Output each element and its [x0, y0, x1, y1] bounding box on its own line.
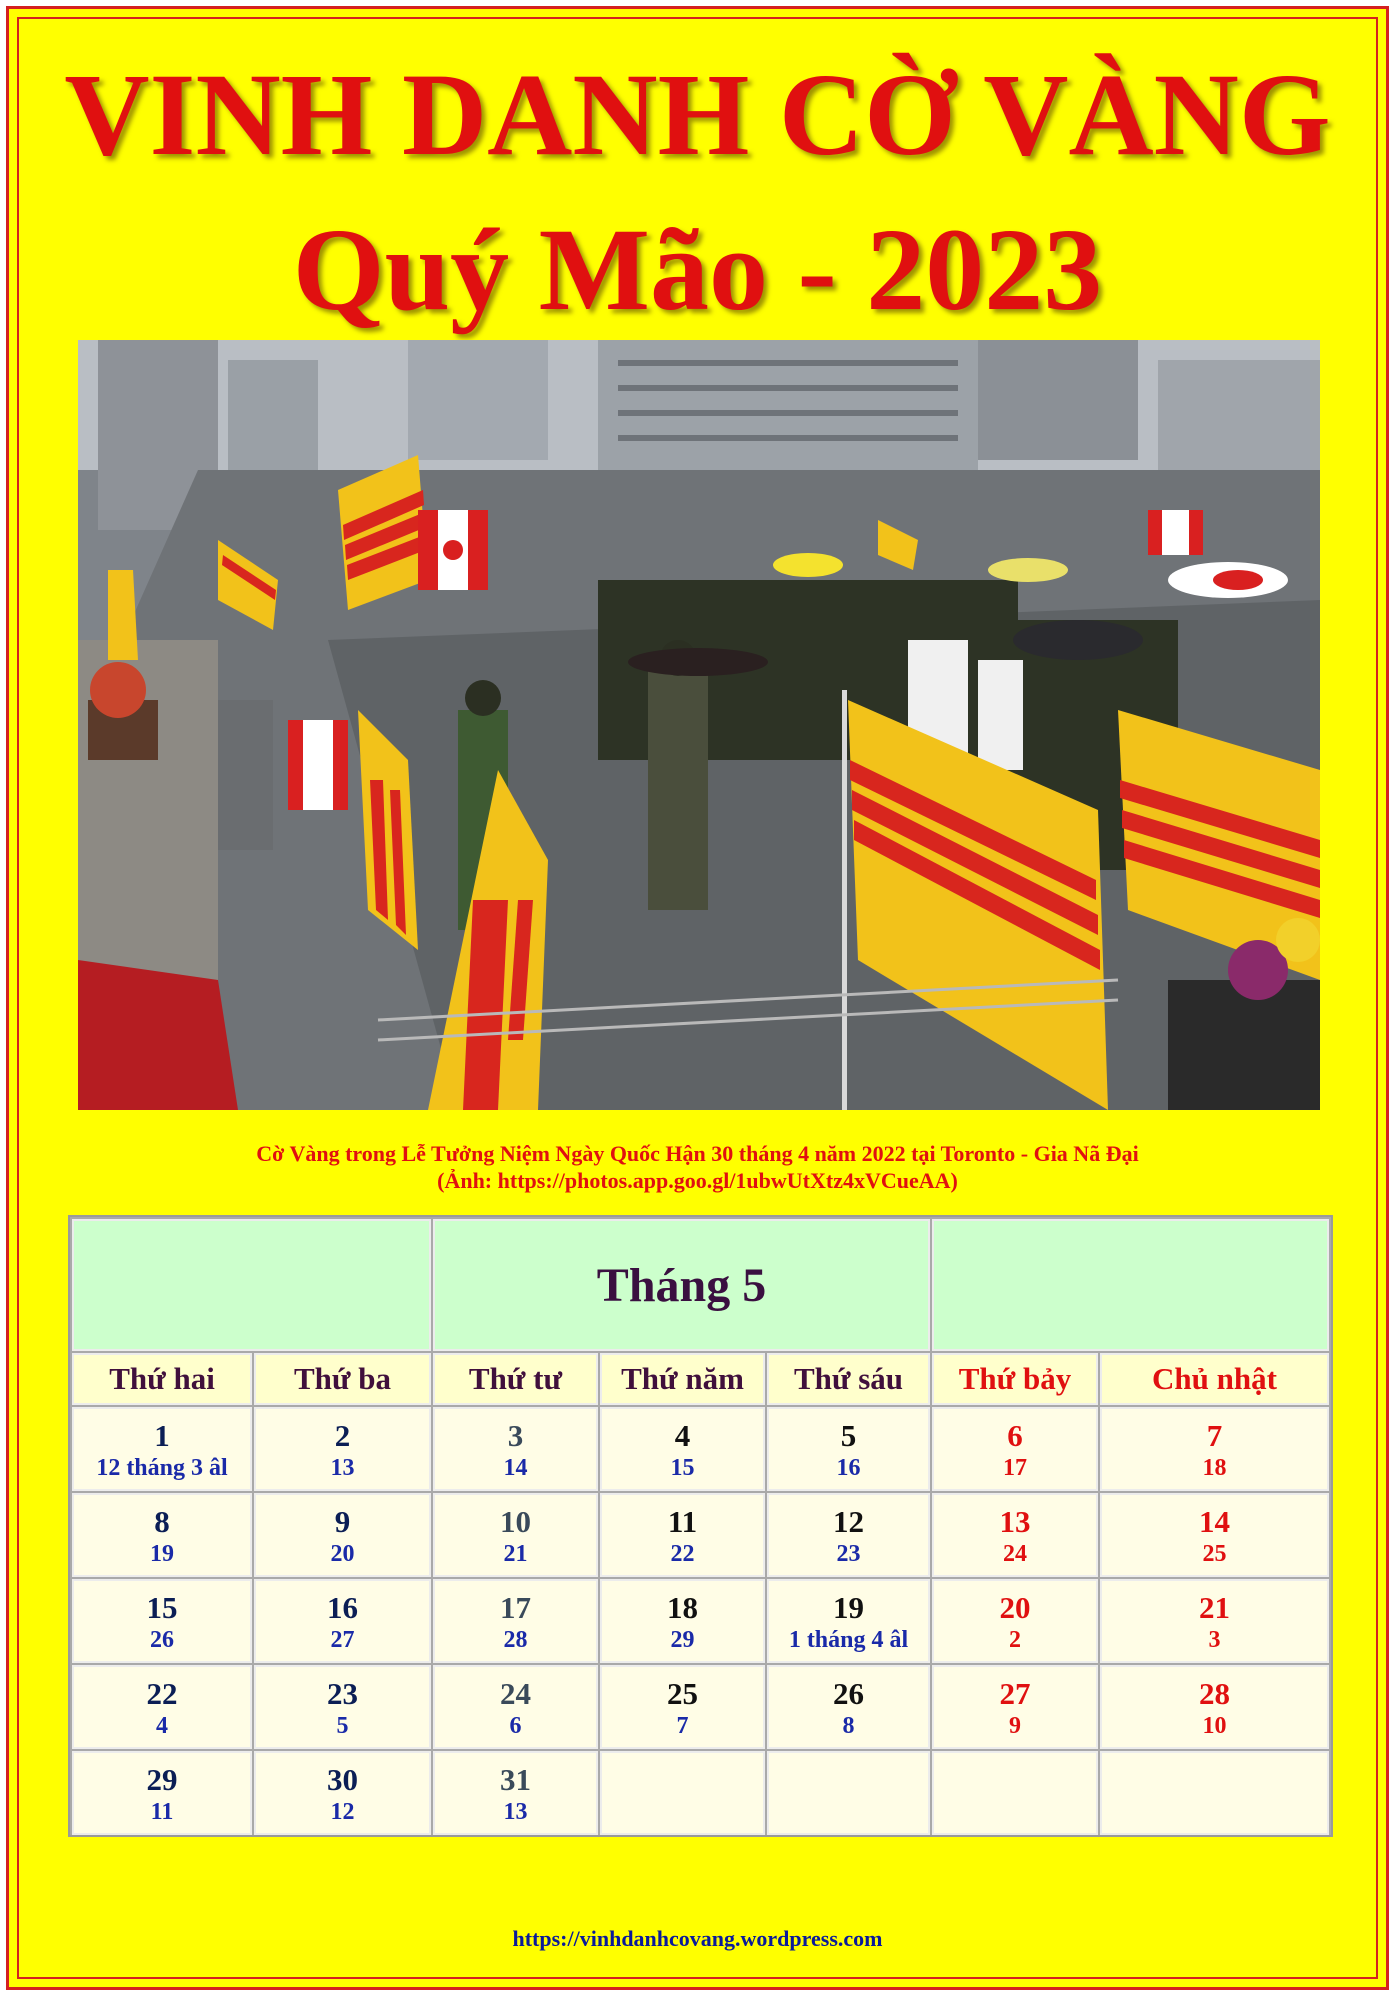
day-number: 15 — [146, 1590, 178, 1625]
lunar-date: 21 — [503, 1541, 528, 1567]
day-number: 29 — [146, 1762, 178, 1797]
day-number: 10 — [500, 1504, 531, 1539]
lunar-date: 1 tháng 4 âl — [788, 1627, 909, 1653]
weekday-header-sun: Chủ nhật — [1100, 1353, 1329, 1405]
day-cell — [767, 1579, 930, 1663]
day-cell — [72, 1407, 252, 1491]
lunar-date: 3 — [1208, 1627, 1221, 1653]
day-number: 18 — [667, 1590, 698, 1625]
day-cell — [767, 1493, 930, 1577]
day-number: 22 — [146, 1676, 178, 1711]
day-cell — [433, 1407, 598, 1491]
lunar-date: 13 — [503, 1799, 528, 1825]
day-number: 26 — [833, 1676, 864, 1711]
day-cell — [254, 1751, 431, 1835]
day-number: 28 — [1199, 1676, 1230, 1711]
footer-url-link[interactable]: https://vinhdanhcovang.wordpress.com — [512, 1926, 883, 1951]
page-title: VINH DANH CỜ VÀNG — [64, 49, 1331, 180]
lunar-date: 26 — [150, 1627, 174, 1653]
day-number: 19 — [833, 1590, 864, 1625]
day-cell — [1100, 1579, 1329, 1663]
lunar-date: 9 — [1009, 1713, 1021, 1739]
day-cell — [1100, 1407, 1329, 1491]
day-number: 20 — [999, 1590, 1031, 1625]
day-number: 2 — [334, 1418, 351, 1453]
day-number: 11 — [667, 1504, 698, 1539]
empty-day-cell — [600, 1751, 765, 1835]
lunar-date: 27 — [330, 1627, 355, 1653]
lunar-date: 13 — [330, 1455, 355, 1481]
day-cell — [932, 1579, 1098, 1663]
day-number: 23 — [327, 1676, 358, 1711]
day-cell — [767, 1665, 930, 1749]
photo-illustration — [78, 340, 1320, 1110]
day-number: 3 — [507, 1418, 524, 1453]
day-number: 7 — [1206, 1418, 1223, 1453]
day-number: 24 — [500, 1676, 531, 1711]
day-cell — [433, 1751, 598, 1835]
weekday-header-sat: Thứ bảy — [932, 1353, 1098, 1405]
weekday-header-tue: Thứ ba — [254, 1353, 431, 1405]
lunar-date: 12 tháng 3 âl — [96, 1455, 228, 1481]
lunar-date: 20 — [330, 1541, 355, 1567]
lunar-date: 19 — [150, 1541, 174, 1567]
lunar-date: 11 — [150, 1799, 174, 1825]
day-cell — [433, 1579, 598, 1663]
calendar-header-right — [932, 1219, 1329, 1351]
day-number: 30 — [327, 1762, 358, 1797]
day-cell — [932, 1493, 1098, 1577]
empty-day-cell — [932, 1751, 1098, 1835]
day-number: 5 — [840, 1418, 857, 1453]
lunar-date: 15 — [670, 1455, 695, 1481]
day-cell — [932, 1407, 1098, 1491]
lunar-date: 4 — [156, 1713, 168, 1739]
lunar-date: 16 — [836, 1455, 861, 1481]
day-cell — [600, 1493, 765, 1577]
day-cell — [433, 1665, 598, 1749]
lunar-date: 12 — [330, 1799, 355, 1825]
lunar-date: 7 — [676, 1713, 689, 1739]
day-number: 13 — [999, 1504, 1031, 1539]
weekday-header-mon: Thứ hai — [72, 1353, 252, 1405]
day-cell — [932, 1665, 1098, 1749]
lunar-date: 25 — [1202, 1541, 1227, 1567]
empty-day-cell — [767, 1751, 930, 1835]
weekday-header-fri: Thứ sáu — [767, 1353, 930, 1405]
day-cell — [600, 1579, 765, 1663]
day-number: 12 — [833, 1504, 864, 1539]
day-number: 27 — [999, 1676, 1031, 1711]
calendar-header-left — [72, 1219, 431, 1351]
lunar-date: 8 — [842, 1713, 855, 1739]
day-number: 4 — [674, 1418, 691, 1453]
day-cell — [72, 1493, 252, 1577]
day-cell — [600, 1665, 765, 1749]
day-number: 21 — [1199, 1590, 1230, 1625]
day-cell — [254, 1493, 431, 1577]
day-cell — [72, 1665, 252, 1749]
day-cell — [1100, 1665, 1329, 1749]
day-cell — [254, 1665, 431, 1749]
flag-ceremony-photo — [78, 340, 1320, 1110]
page-subtitle-year: Quý Mão - 2023 — [292, 204, 1103, 335]
calendar-header-month — [433, 1219, 930, 1351]
empty-day-cell — [1100, 1751, 1329, 1835]
lunar-date: 18 — [1202, 1455, 1227, 1481]
day-number: 9 — [334, 1504, 351, 1539]
lunar-date: 10 — [1202, 1713, 1227, 1739]
lunar-date: 6 — [509, 1713, 522, 1739]
day-number: 8 — [154, 1504, 170, 1539]
lunar-date: 29 — [670, 1627, 695, 1653]
day-cell — [72, 1579, 252, 1663]
lunar-date: 22 — [670, 1541, 695, 1567]
day-number: 6 — [1007, 1418, 1023, 1453]
photo-caption: Cờ Vàng trong Lễ Tưởng Niệm Ngày Quốc Hận 30 tháng 4 năm 2022 tại Toronto - Gia Nã Đại — [256, 1141, 1139, 1166]
day-cell — [72, 1751, 252, 1835]
month-title: Tháng 5 — [596, 1258, 767, 1312]
day-cell — [1100, 1493, 1329, 1577]
day-number: 14 — [1199, 1504, 1230, 1539]
day-number: 25 — [667, 1676, 698, 1711]
day-cell — [254, 1407, 431, 1491]
lunar-date: 24 — [1003, 1541, 1027, 1567]
lunar-date: 5 — [336, 1713, 349, 1739]
weekday-header-wed: Thứ tư — [433, 1353, 598, 1405]
lunar-date: 23 — [836, 1541, 861, 1567]
day-cell — [254, 1579, 431, 1663]
day-number: 31 — [500, 1762, 531, 1797]
lunar-date: 28 — [503, 1627, 528, 1653]
lunar-date: 14 — [503, 1455, 528, 1481]
day-cell — [433, 1493, 598, 1577]
day-number: 1 — [154, 1418, 170, 1453]
day-cell — [600, 1407, 765, 1491]
month-calendar — [68, 1215, 1333, 1837]
lunar-date: 17 — [1003, 1455, 1027, 1481]
photo-credit-link[interactable]: (Ảnh: https://photos.app.goo.gl/1ubwUtXtz4xVCueAA) — [437, 1168, 958, 1193]
day-number: 17 — [500, 1590, 531, 1625]
weekday-header-thu: Thứ năm — [600, 1353, 765, 1405]
day-number: 16 — [327, 1590, 358, 1625]
day-cell — [767, 1407, 930, 1491]
lunar-date: 2 — [1009, 1627, 1021, 1653]
